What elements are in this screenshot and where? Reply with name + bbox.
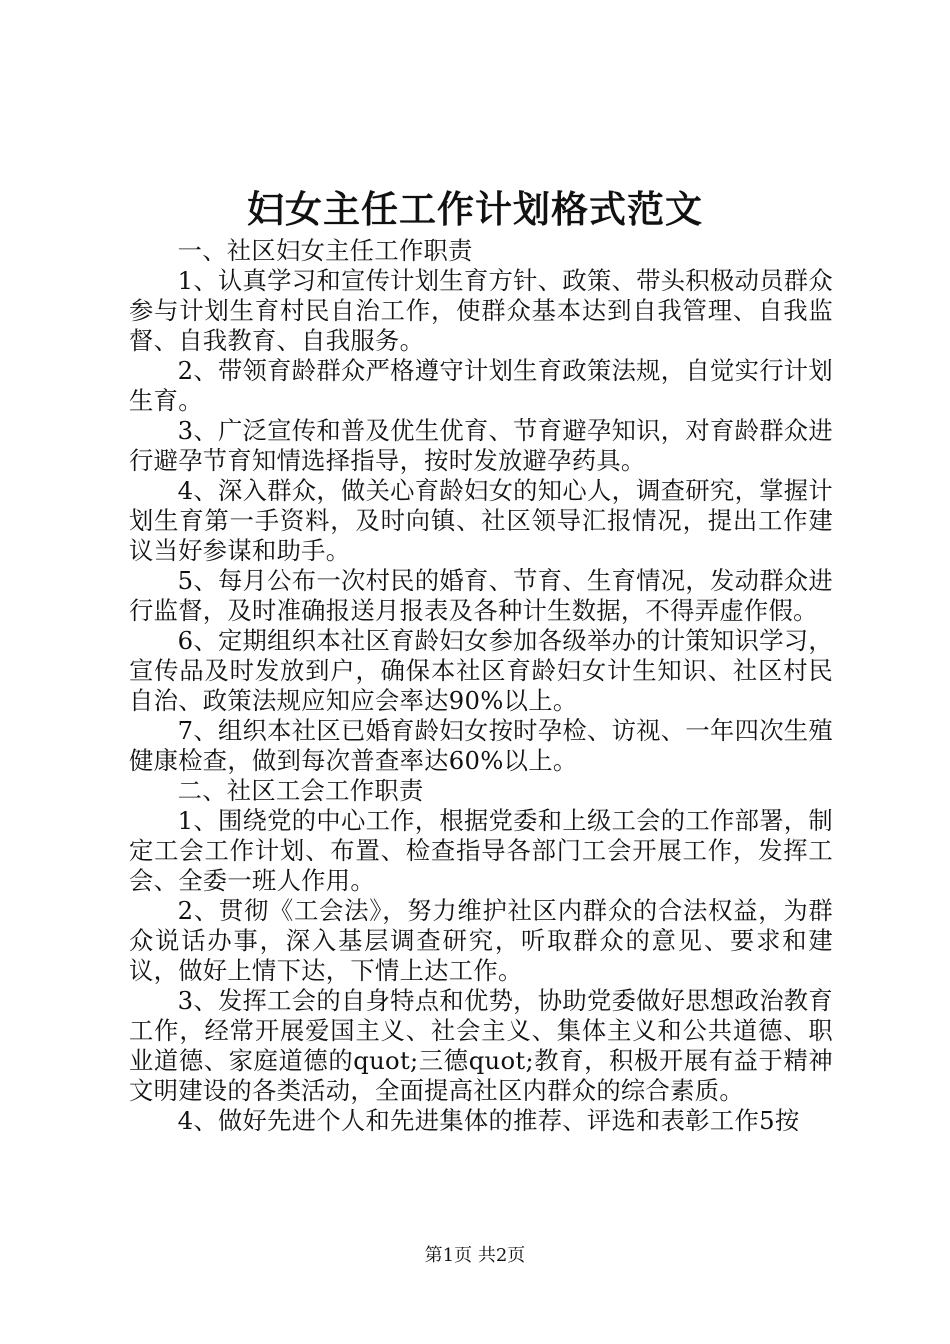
body-paragraph: 3、广泛宣传和普及优生优育、节育避孕知识，对育龄群众进行避孕节育知情选择指导，按时发放避孕药具。 bbox=[129, 416, 833, 475]
document-body bbox=[129, 236, 833, 1136]
body-paragraph: 1、围绕党的中心工作，根据党委和上级工会的工作部署，制定工会工作计划、布置、检查指导各部门工会开展工作，发挥工会、全委一班人作用。 bbox=[129, 806, 833, 895]
document-title: 妇女主任工作计划格式范文 bbox=[247, 187, 703, 231]
page-footer: 第1页 共2页 bbox=[424, 1245, 526, 1266]
body-paragraph: 4、做好先进个人和先进集体的推荐、评选和表彰工作5按 bbox=[177, 1106, 800, 1135]
section-heading: 二、社区工会工作职责 bbox=[177, 776, 424, 805]
body-paragraph: 2、贯彻《工会法》，努力维护社区内群众的合法权益，为群众说话办事，深入基层调查研究，听取群众的意见、要求和建议，做好上情下达，下情上达工作。 bbox=[129, 896, 833, 985]
body-paragraph: 2、带领育龄群众严格遵守计划生育政策法规，自觉实行计划生育。 bbox=[129, 356, 833, 415]
body-paragraph: 5、每月公布一次村民的婚育、节育、生育情况，发动群众进行监督，及时准确报送月报表及各种计生数据，不得弄虚作假。 bbox=[129, 566, 833, 625]
section-heading: 一、社区妇女主任工作职责 bbox=[177, 236, 473, 265]
body-paragraph: 7、组织本社区已婚育龄妇女按时孕检、访视、一年四次生殖健康检查，做到每次普查率达60%以上。 bbox=[129, 716, 833, 775]
body-paragraph: 1、认真学习和宣传计划生育方针、政策、带头积极动员群众参与计划生育村民自治工作，使群众基本达到自我管理、自我监督、自我教育、自我服务。 bbox=[129, 266, 833, 355]
body-paragraph: 6、定期组织本社区育龄妇女参加各级举办的计策知识学习，宣传品及时发放到户，确保本社区育龄妇女计生知识、社区村民自治、政策法规应知应会率达90%以上。 bbox=[129, 626, 833, 715]
body-paragraph: 4、深入群众，做关心育龄妇女的知心人，调查研究，掌握计划生育第一手资料，及时向镇、社区领导汇报情况，提出工作建议当好参谋和助手。 bbox=[129, 476, 833, 565]
body-paragraph: 3、发挥工会的自身特点和优势，协助党委做好思想政治教育工作，经常开展爱国主义、社会主义、集体主义和公共道德、职业道德、家庭道德的quot;三德quot;教育，积极开展有益于精神文明建设的各类活动，全面提高社区内群众的综合素质。 bbox=[129, 986, 833, 1105]
